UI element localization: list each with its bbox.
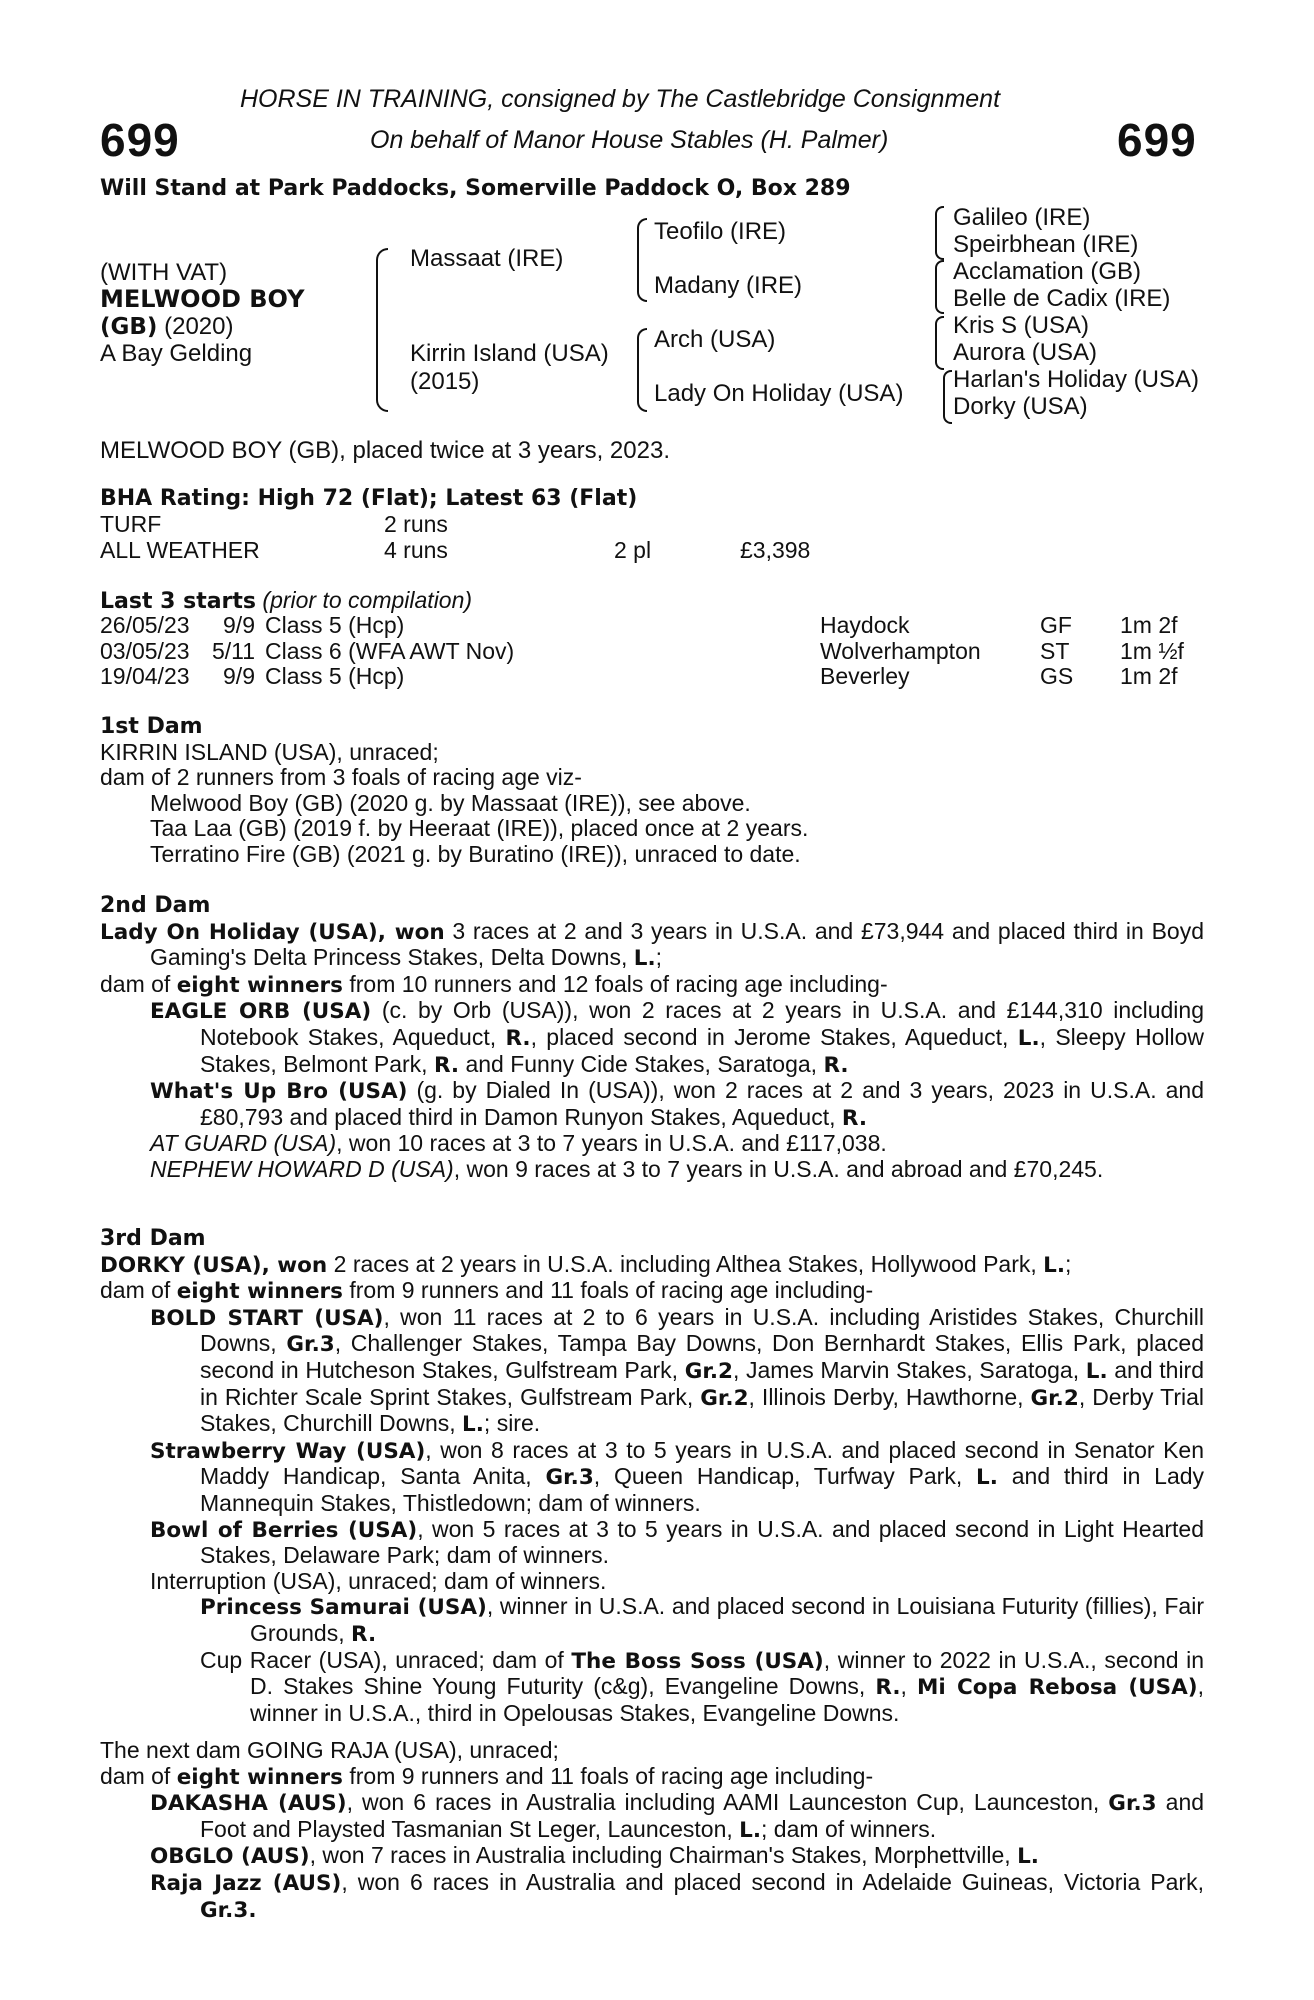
first-dam-line2: dam of 2 runners from 3 foals of racing age viz- xyxy=(100,764,582,791)
brace-gen3c xyxy=(935,316,944,370)
start-date: 19/04/23 xyxy=(100,663,190,690)
start-course: Beverley xyxy=(820,663,910,690)
dam-of-rest: from 10 runners and 12 foals of racing age including- xyxy=(349,970,888,997)
horse-desc: A Bay Gelding xyxy=(100,340,253,367)
rating-runs: 4 runs xyxy=(384,536,448,563)
second-dam-won: won xyxy=(394,919,445,945)
horse-year: (2020) xyxy=(164,313,234,340)
dam-year: (2015) xyxy=(410,368,480,395)
gen3-8: Dorky (USA) xyxy=(953,393,1088,420)
foal-item: Melwood Boy (GB) (2020 g. by Massaat (IRE)), see above. xyxy=(150,789,751,816)
progeny-name: Strawberry Way (USA) xyxy=(150,1438,426,1464)
progeny-at-guard: AT GUARD (USA), won 10 races at 3 to 7 years in U.S.A. and £117,038. xyxy=(150,1130,887,1157)
rating-title: BHA Rating: High 72 (Flat); Latest 63 (Flat) xyxy=(100,486,638,511)
second-dam-text: 3 races at 2 and 3 years in U.S.A. and £73,944 and placed third in Boyd Gaming's Delta Princess Stakes, Delta Downs, xyxy=(150,917,1204,971)
start-pos: 9/9 xyxy=(223,612,255,638)
table-row xyxy=(100,664,1184,690)
brace-gen1 xyxy=(376,248,388,412)
start-date: 26/05/23 xyxy=(100,612,190,638)
next-dam-line1: The next dam GOING RAJA (USA), unraced; xyxy=(100,1737,559,1763)
progeny-bowl-of-berries: Bowl of Berries (USA), won 5 races at 3 to 5 years in U.S.A. and placed second in Light Hearted Stakes, Delaware Park; dam of winners. xyxy=(150,1515,1204,1569)
progeny-name: Mi Copa Rebosa (USA) xyxy=(917,1675,1198,1701)
horse-origin xyxy=(100,313,233,341)
progeny-strawberry-way: Strawberry Way (USA), won 8 races at 3 to 5 years in U.S.A. and placed second in Senator Ken Maddy Handicap, Santa Anita, Gr.3, Queen Handicap, Turfway Park, L. and third in Lady Mannequin Stakes, Thistledown; dam of winners. xyxy=(150,1436,1205,1516)
second-dam-record: Lady On Holiday (USA), won 3 races at 2 and 3 years in U.S.A. and £73,944 and placed third in Boyd Gaming's Delta Princess Stakes, Delta Downs, L.; xyxy=(100,917,1204,972)
progeny-name: EAGLE ORB (USA) xyxy=(150,999,372,1025)
start-pos: 9/9 xyxy=(223,663,255,690)
horse-name: MELWOOD BOY xyxy=(100,285,305,313)
next-dam-produce: dam of eight winners from 9 runners and 11 foals of racing age including- xyxy=(100,1762,874,1790)
gen2-sire-dam: Madany (IRE) xyxy=(654,272,803,299)
winners-count: eight winners xyxy=(176,972,343,998)
progeny-name: NEPHEW HOWARD D (USA) xyxy=(150,1155,454,1182)
horse-country: (GB) xyxy=(100,314,158,340)
progeny-name: Bowl of Berries (USA) xyxy=(150,1517,418,1543)
behalf-line: On behalf of Manor House Stables (H. Palmer) xyxy=(370,126,889,154)
gen3-3: Acclamation (GB) xyxy=(953,258,1142,285)
last-starts-table xyxy=(100,613,1184,690)
first-dam-line1: KIRRIN ISLAND (USA), unraced; xyxy=(100,738,439,765)
start-dist: 1m ½f xyxy=(1120,637,1184,664)
brace-gen3d xyxy=(943,370,952,424)
progeny-name: The Boss Soss (USA) xyxy=(571,1648,824,1674)
gen3-2: Speirbhean (IRE) xyxy=(953,231,1139,258)
winners-count: eight winners xyxy=(176,1279,343,1305)
progeny-princess-samurai: Princess Samurai (USA), winner in U.S.A. and placed second in Louisiana Futurity (fillies), Fair Grounds, R. xyxy=(200,1593,1204,1647)
lot-number-left: 699 xyxy=(100,114,180,166)
progeny-obglo: OBGLO (AUS), won 7 races in Australia including Chairman's Stakes, Morphettville, L. xyxy=(150,1842,1039,1870)
gen3-1: Galileo (IRE) xyxy=(953,204,1091,231)
lot-number-right: 699 xyxy=(1117,114,1197,166)
next-dam-section xyxy=(100,1738,1204,1923)
start-going: GS xyxy=(1040,663,1074,690)
progeny-name: AT GUARD (USA) xyxy=(150,1130,337,1157)
second-dam-section xyxy=(100,893,1204,1183)
progeny-name: OBGLO (AUS) xyxy=(150,1844,310,1870)
table-row xyxy=(100,512,810,538)
listed-mark: L. xyxy=(633,946,656,972)
stand-line: Will Stand at Park Paddocks, Somerville Paddock O, Box 289 xyxy=(100,176,851,201)
third-dam-title: 3rd Dam xyxy=(100,1226,206,1251)
progeny-name: BOLD START (USA) xyxy=(150,1305,384,1331)
gen2-dam-sire: Arch (USA) xyxy=(654,326,776,353)
gen3-6: Aurora (USA) xyxy=(953,339,1098,366)
third-dam-name: DORKY (USA) xyxy=(100,1252,262,1278)
start-pos: 5/11 xyxy=(211,637,255,664)
second-dam-produce xyxy=(100,972,1204,999)
third-dam-produce: dam of eight winners from 9 runners and 11 foals of racing age including- xyxy=(100,1277,874,1305)
dam-of-label: dam of xyxy=(100,970,171,997)
rating-runs: 2 runs xyxy=(384,511,448,537)
foal-item: Terratino Fire (GB) (2021 g. by Buratino (IRE)), unraced to date. xyxy=(150,840,801,867)
table-row xyxy=(100,538,810,564)
start-race: Class 6 (WFA AWT Nov) xyxy=(265,637,515,664)
start-dist: 1m 2f xyxy=(1120,612,1178,638)
gen3-7: Harlan's Holiday (USA) xyxy=(953,366,1199,393)
start-going: GF xyxy=(1040,612,1072,638)
rating-prize xyxy=(740,512,810,538)
consign-line: HORSE IN TRAINING, consigned by The Castlebridge Consignment xyxy=(240,85,1001,113)
start-date: 03/05/23 xyxy=(100,637,190,664)
last-starts-title: Last 3 starts xyxy=(100,589,257,614)
rating-surface: TURF xyxy=(100,511,162,537)
progeny-cup-racer: Cup Racer (USA), unraced; dam of The Boss Soss (USA), winner to 2022 in U.S.A., second in D. Stakes Shine Young Futurity (c&g), Evangeline Downs, R., Mi Copa Rebosa (USA), winner in U.S.A., third in Opelousas Stakes, Evangeline Downs. xyxy=(200,1646,1205,1726)
sire: Massaat (IRE) xyxy=(410,245,564,272)
rating-placed xyxy=(614,512,740,538)
gen2-sire-sire: Teofilo (IRE) xyxy=(654,218,787,245)
rating-prize: £3,398 xyxy=(740,536,811,563)
dam: Kirrin Island (USA) xyxy=(410,340,609,367)
brace-gen3a xyxy=(935,206,944,260)
start-going: ST xyxy=(1040,637,1070,664)
gen3-5: Kris S (USA) xyxy=(953,312,1090,339)
start-course: Wolverhampton xyxy=(820,637,981,664)
progeny-bold-start: BOLD START (USA), won 11 races at 2 to 6 years in U.S.A. including Aristides Stakes, Churchill Downs, Gr.3, Challenger Stakes, Tampa Bay Downs, Don Bernhardt Stakes, Ellis Park, placed second in Hutcheson Stakes, Gulfstream Park, Gr.2, James Marvin Stakes, Saratoga, L. and third in Richter Scale Sprint Stakes, Gulfstream Park, Gr.2, Illinois Derby, Hawthorne, Gr.2, Derby Trial Stakes, Churchill Downs, L.; sire. xyxy=(150,1303,1205,1438)
last-starts-heading xyxy=(100,587,472,615)
third-dam-section xyxy=(100,1226,1204,1726)
gen3-4: Belle de Cadix (IRE) xyxy=(953,285,1171,312)
rating-table xyxy=(100,512,810,563)
brace-gen2b xyxy=(637,328,647,412)
gen2-dam-dam: Lady On Holiday (USA) xyxy=(654,380,904,407)
brace-gen2a xyxy=(637,218,647,302)
winners-count: eight winners xyxy=(176,1764,343,1790)
start-dist: 1m 2f xyxy=(1120,663,1178,690)
progeny-interruption: Interruption (USA), unraced; dam of winners. xyxy=(150,1567,607,1594)
second-dam-name: Lady On Holiday (USA) xyxy=(100,919,378,945)
second-dam-title: 2nd Dam xyxy=(100,893,211,918)
last-starts-note: (prior to compilation) xyxy=(262,587,473,613)
foal-item: Taa Laa (GB) (2019 f. by Heeraat (IRE)), placed once at 2 years. xyxy=(150,815,809,842)
third-dam-record: DORKY (USA), won 2 races at 2 years in U.S.A. including Althea Stakes, Hollywood Park, L.; xyxy=(100,1250,1072,1278)
brace-gen3b xyxy=(935,260,944,314)
first-dam-section xyxy=(100,714,1204,868)
rating-surface: ALL WEATHER xyxy=(100,536,260,563)
progeny-nephew-howard: NEPHEW HOWARD D (USA), won 9 races at 3 to 7 years in U.S.A. and abroad and £70,245. xyxy=(150,1155,1104,1182)
table-row xyxy=(100,639,1184,665)
progeny-name: Princess Samurai (USA) xyxy=(200,1595,487,1621)
start-race: Class 5 (Hcp) xyxy=(265,612,405,638)
progeny-name: What's Up Bro (USA) xyxy=(150,1079,408,1105)
progeny-whats-up-bro: What's Up Bro (USA) (g. by Dialed In (USA)), won 2 races at 2 and 3 years, 2023 in U.S.A. and £80,793 and placed third in Damon Runyon Stakes, Aqueduct, R. xyxy=(150,1077,1204,1131)
start-course: Haydock xyxy=(820,612,910,638)
vat-label: (WITH VAT) xyxy=(100,259,228,286)
summary-line: MELWOOD BOY (GB), placed twice at 3 years, 2023. xyxy=(100,437,670,464)
start-race: Class 5 (Hcp) xyxy=(265,663,405,690)
progeny-raja-jazz: Raja Jazz (AUS), won 6 races in Australia and placed second in Adelaide Guineas, Victoria Park, Gr.3. xyxy=(150,1868,1204,1923)
rating-placed: 2 pl xyxy=(614,536,652,563)
progeny-eagle-orb: EAGLE ORB (USA) (c. by Orb (USA)), won 2 races at 2 years in U.S.A. and £144,310 including Notebook Stakes, Aqueduct, R., placed second in Jerome Stakes, Aqueduct, L., Sleepy Hollow Stakes, Belmont Park, R. and Funny Cide Stakes, Saratoga, R. xyxy=(150,997,1205,1078)
progeny-name: DAKASHA (AUS) xyxy=(150,1791,347,1817)
progeny-dakasha: DAKASHA (AUS), won 6 races in Australia including AAMI Launceston Cup, Launceston, Gr.3 and Foot and Playsted Tasmanian St Leger, Launceston, L.; dam of winners. xyxy=(150,1789,1205,1843)
progeny-name: Raja Jazz (AUS) xyxy=(150,1870,342,1896)
table-row xyxy=(100,613,1184,639)
first-dam-title: 1st Dam xyxy=(100,714,203,739)
